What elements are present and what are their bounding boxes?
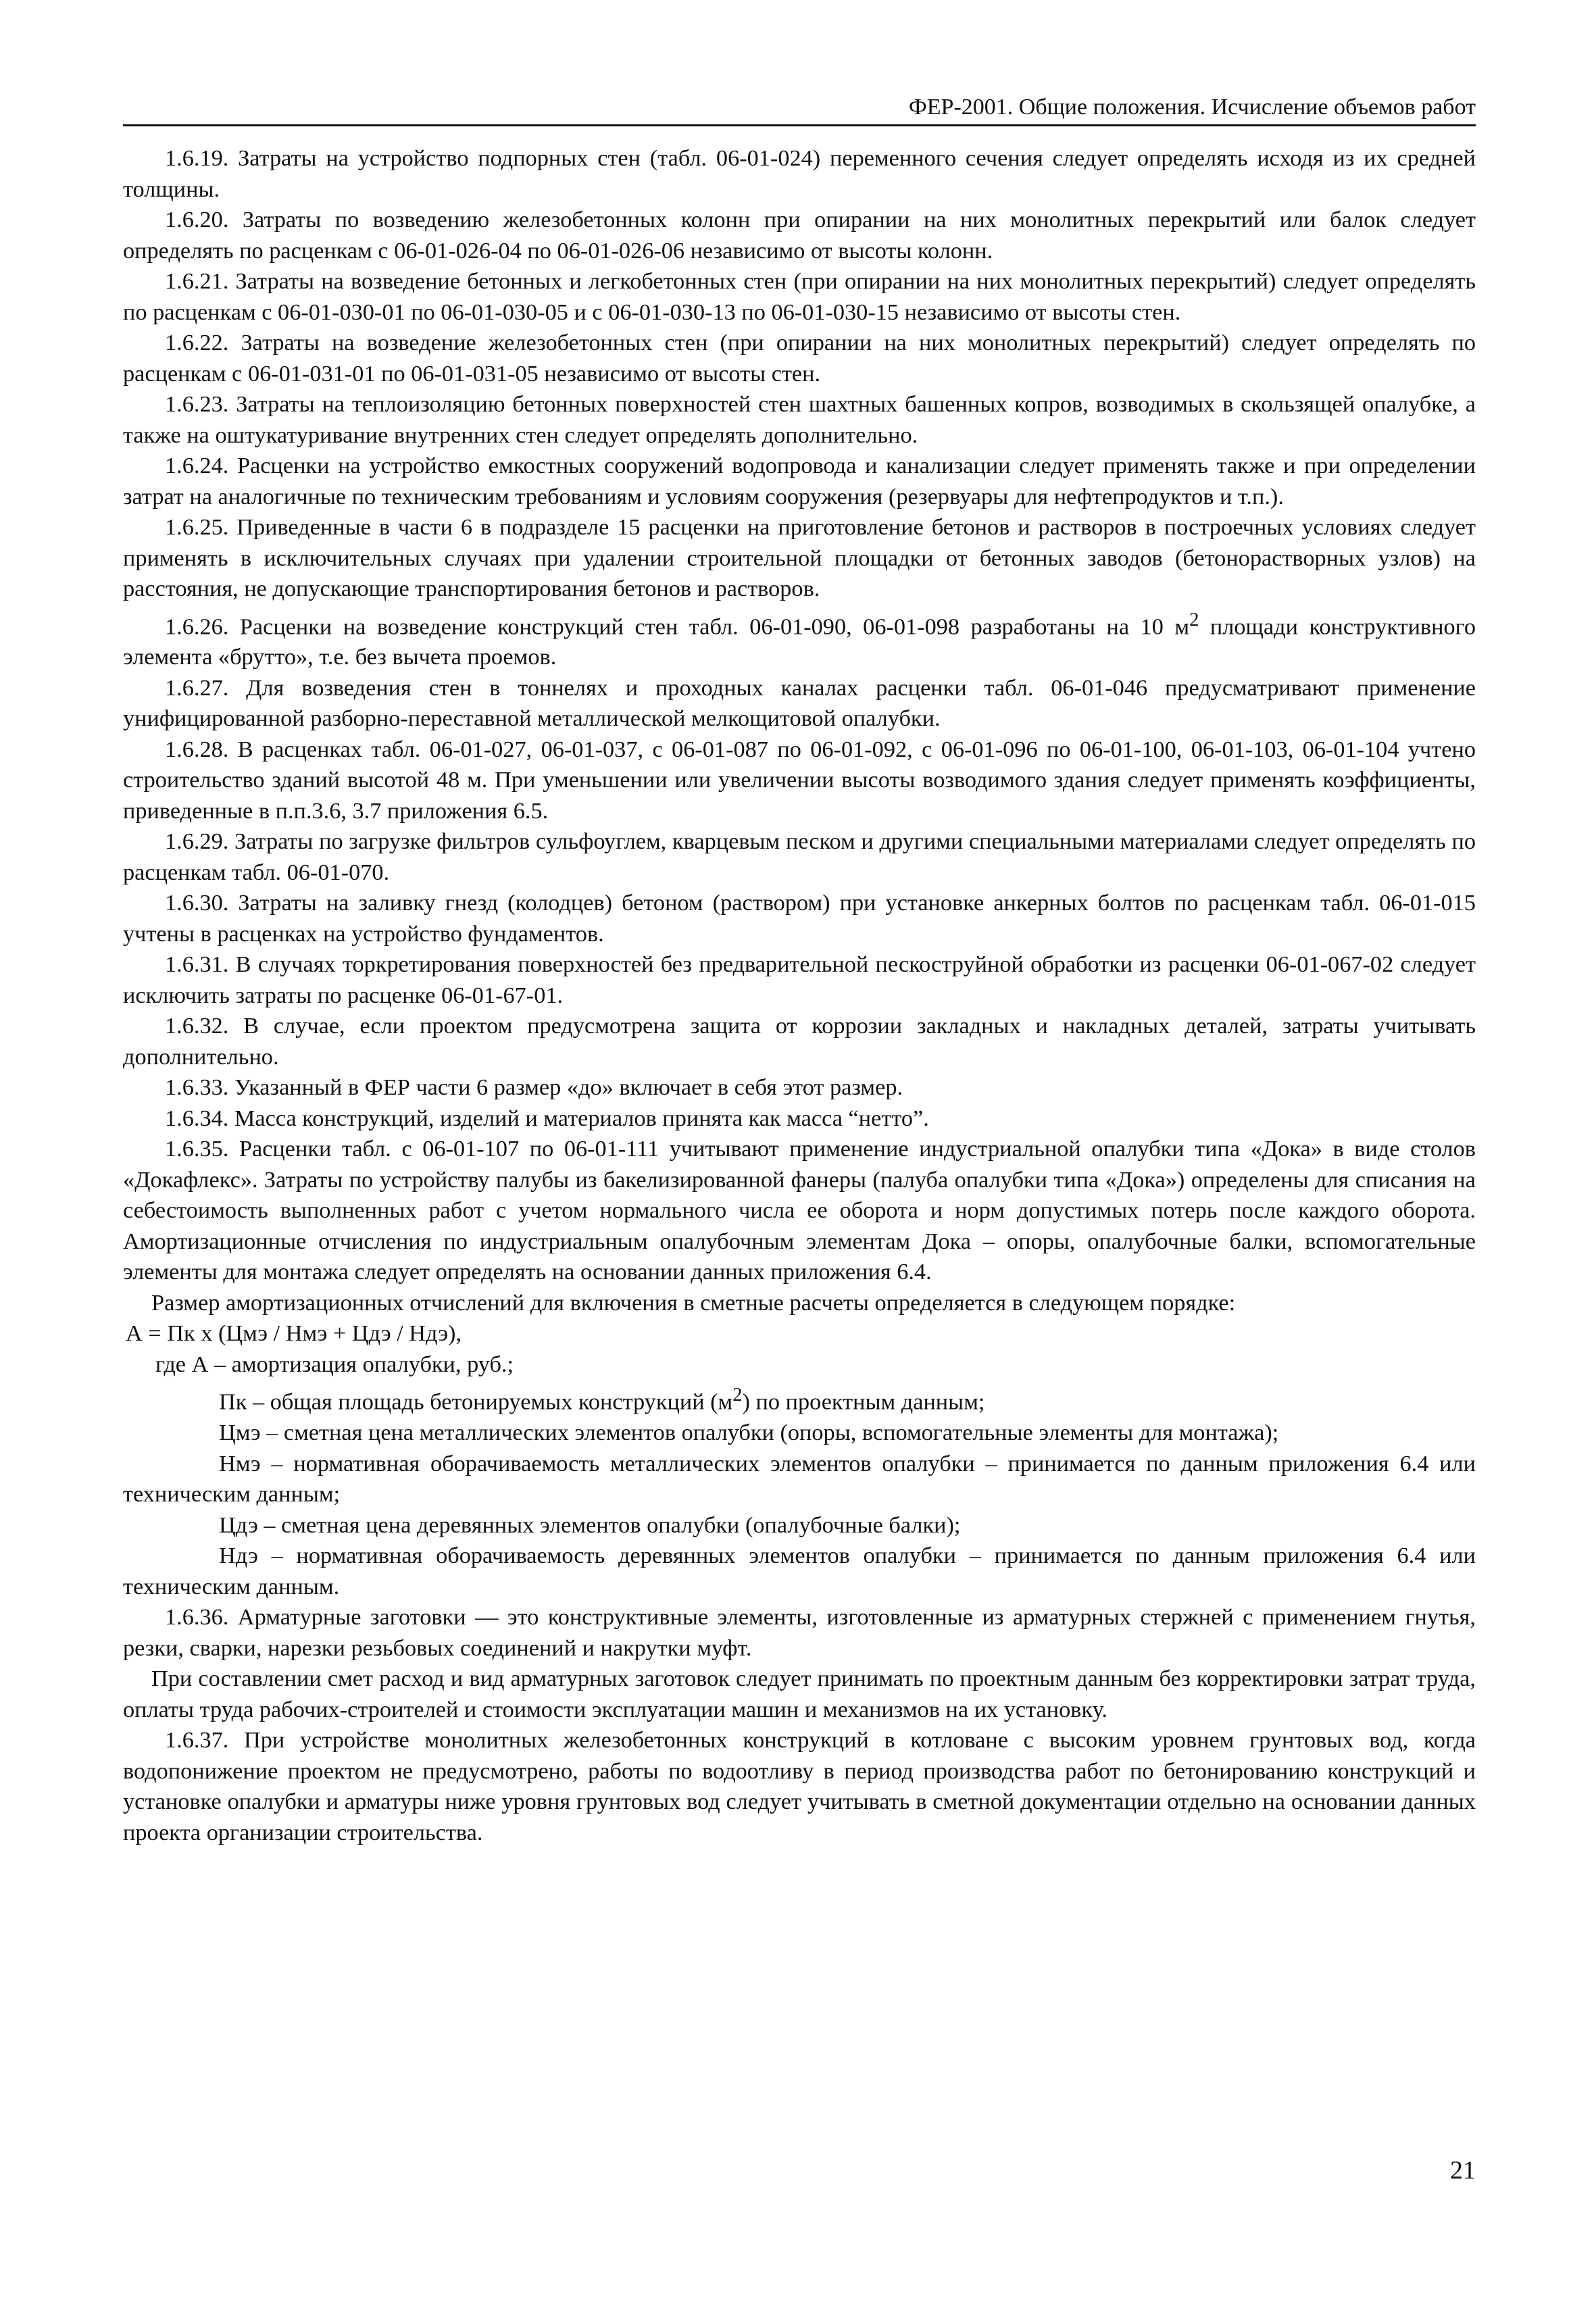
superscript-2: 2 <box>1189 609 1199 630</box>
paragraph-1-6-19: 1.6.19. Затраты на устройство подпорных стен (табл. 06-01-024) переменного сечения следует определять исходя из их средней толщины. <box>123 145 1476 202</box>
paragraph-1-6-20: 1.6.20. Затраты по возведению железобетонных колонн при опирании на них монолитных перекрытий или балок следует определять по расценкам с 06-01-026-04 по 06-01-026-06 независимо от высоты колонн. <box>123 207 1476 264</box>
running-header <box>123 93 1476 126</box>
paragraph-1-6-34: 1.6.34. Масса конструкций, изделий и материалов принята как масса “нетто”. <box>165 1105 929 1131</box>
paragraph-1-6-23: 1.6.23. Затраты на теплоизоляцию бетонных поверхностей стен шахтных башенных копров, возводимых в скользящей опалубке, а также на оштукатуривание внутренних стен следует определять дополнительно. <box>123 391 1476 448</box>
paragraph-1-6-33: 1.6.33. Указанный в ФЕР части 6 размер «до» включает в себя этот размер. <box>165 1074 903 1101</box>
paragraph-1-6-25: 1.6.25. Приведенные в части 6 в подразделе 15 расценки на приготовление бетонов и растворов в построечных условиях следует применять в исключительных случаях при удалении строительной площадки от бетонных заводов (бетонорастворных узлов) на расстояния, не допускающие транспортирования бетонов и растворов. <box>123 514 1476 601</box>
paragraph-1-6-22: 1.6.22. Затраты на возведение железобетонных стен (при опирании на них монолитных перекрытий) следует определять по расценкам с 06-01-031-01 по 06-01-031-05 независимо от высоты стен. <box>123 330 1476 387</box>
paragraph-1-6-36-continued: При составлении смет расход и вид арматурных заготовок следует принимать по проектным данным без корректировки затрат труда, оплаты труда рабочих-строителей и стоимости эксплуатации машин и механизмов на их установку. <box>123 1666 1476 1722</box>
amortization-formula: А = Пк х (Цмэ / Нмэ + Цдэ / Ндэ), <box>126 1320 462 1347</box>
paragraph-1-6-37: 1.6.37. При устройстве монолитных железобетонных конструкций в котловане с высоким уровнем грунтовых вод, когда водопонижение проектом не предусмотрено, работы по водоотливу в период производства работ по бетонированию конструкций и установке опалубки и арматуры ниже уровня грунтовых вод следует учитывать в сметной документации отдельно на основании данных проекта организации строительства. <box>123 1727 1476 1845</box>
paragraph-1-6-24: 1.6.24. Расценки на устройство емкостных сооружений водопровода и канализации следует применять также и при определении затрат на аналогичные по техническим требованиям и условиям сооружения (резервуары для нефтепродуктов и т.п.). <box>123 453 1476 509</box>
document-body <box>123 143 1476 1848</box>
paragraph-1-6-27: 1.6.27. Для возведения стен в тоннелях и проходных каналах расценки табл. 06-01-046 предусматривают применение унифицированной разборно-переставной металлической мелкощитовой опалубки. <box>123 674 1476 732</box>
definition-a: где А – амортизация опалубки, руб.; <box>155 1351 514 1377</box>
page-number: 21 <box>1450 2156 1476 2185</box>
definition-nde: Ндэ – нормативная оборачиваемость деревянных элементов опалубки – принимается по данным приложения 6.4 или техническим данным. <box>123 1543 1476 1599</box>
definition-tsde: Цдэ – сметная цена деревянных элементов опалубки (опалубочные балки); <box>219 1512 961 1538</box>
paragraph-1-6-30: 1.6.30. Затраты на заливку гнезд (колодцев) бетоном (раствором) при установке анкерных болтов по расценкам табл. 06-01-015 учтены в расценках на устройство фундаментов. <box>123 890 1476 947</box>
definition-pk-text-a: Пк – общая площадь бетонируемых конструкций (м <box>219 1389 733 1415</box>
paragraph-1-6-26-text-a: 1.6.26. Расценки на возведение конструкций стен табл. 06-01-090, 06-01-098 разработаны на 10 м <box>165 613 1190 639</box>
paragraph-1-6-26-text-b: площади конструктивного элемента «брутто», т.е. без вычета проемов. <box>123 613 1476 670</box>
definition-nme: Нмэ – нормативная оборачиваемость металлических элементов опалубки – принимается по данным приложения 6.4 или техническим данным; <box>123 1450 1476 1508</box>
paragraph-1-6-32: 1.6.32. В случае, если проектом предусмотрена защита от коррозии закладных и накладных деталей, затраты учитывать дополнительно. <box>123 1013 1476 1070</box>
paragraph-1-6-36: 1.6.36. Арматурные заготовки — это конструктивные элементы, изготовленные из арматурных стержней с применением гнутья, резки, сварки, нарезки резьбовых соединений и накрутки муфт. <box>123 1604 1476 1661</box>
definition-pk <box>123 1380 1476 1418</box>
paragraph-1-6-35: 1.6.35. Расценки табл. с 06-01-107 по 06-01-111 учитывают применение индустриальной опалубки типа «Дока» в виде столов «Докафлекс». Затраты по устройству палубы из бакелизированной фанеры (палуба опалубки типа «Дока») определены для списания на себестоимость выполненных работ с учетом нормального числа ее оборота и норм допустимых потерь после каждого оборота. Амортизационные отчисления по индустриальным опалубочным элементам Дока – опоры, опалубочные балки, вспомогательные элементы для монтажа следует определять на основании данных приложения 6.4. <box>123 1136 1476 1285</box>
definition-tsme: Цмэ – сметная цена металлических элементов опалубки (опоры, вспомогательные элементы для монтажа); <box>219 1420 1279 1446</box>
definition-pk-text-b: ) по проектным данным; <box>742 1389 985 1415</box>
running-header-title: ФЕР-2001. Общие положения. Исчисление объемов работ <box>908 95 1476 120</box>
paragraph-1-6-28: 1.6.28. В расценках табл. 06-01-027, 06-01-037, с 06-01-087 по 06-01-092, с 06-01-096 по 06-01-100, 06-01-103, 06-01-104 учтено строительство зданий высотой 48 м. При уменьшении или увеличении высоты возводимого здания следует применять коэффициенты, приведенные в п.п.3.6, 3.7 приложения 6.5. <box>123 736 1476 824</box>
amortization-intro: Размер амортизационных отчислений для включения в сметные расчеты определяется в следующем порядке: <box>151 1289 1236 1316</box>
paragraph-1-6-21: 1.6.21. Затраты на возведение бетонных и легкобетонных стен (при опирании на них монолитных перекрытий) следует определять по расценкам с 06-01-030-01 по 06-01-030-05 и с 06-01-030-13 по 06-01-030-15 независимо от высоты стен. <box>123 268 1476 325</box>
paragraph-1-6-26 <box>123 605 1476 673</box>
paragraph-1-6-31: 1.6.31. В случаях торкретирования поверхностей без предварительной пескоструйной обработки из расценки 06-01-067-02 следует исключить затраты по расценке 06-01-67-01. <box>123 951 1476 1008</box>
superscript-2: 2 <box>732 1385 743 1406</box>
paragraph-1-6-29: 1.6.29. Затраты по загрузке фильтров сульфоуглем, кварцевым песком и другими специальными материалами следует определять по расценкам табл. 06-01-070. <box>123 828 1476 885</box>
